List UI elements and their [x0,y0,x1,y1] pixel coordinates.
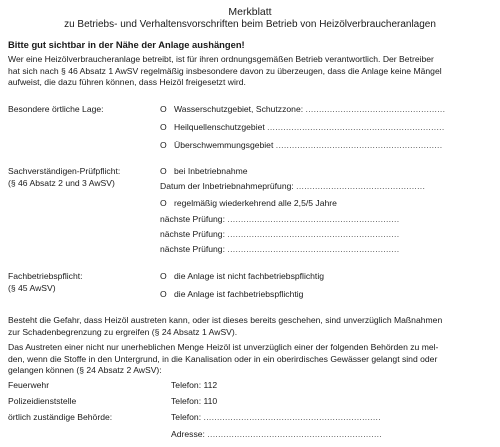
expert-label-reference: (§ 46 Absatz 2 und 3 AwSV) [8,177,115,188]
field-label: nächste Prüfung: [160,244,225,254]
option-commissioning [160,166,248,178]
option-label: Wasserschutzgebiet, Schutzzone: [174,104,304,114]
document-subtitle: zu Betriebs- und Verhaltensvorschriften beim Betrieb von Heizölverbraucheranlagen [64,19,436,30]
radio-circle[interactable]: O [160,198,167,208]
fill-in-line[interactable]: .............................................................. [275,140,443,150]
option-recurring [160,198,337,210]
danger-line: Besteht die Gefahr, dass Heizöl austreten kann, oder ist dieses bereits geschehen, sind unverzüglich Maßnahmen [8,315,443,325]
fill-in-line[interactable]: .................................................................. [203,412,381,422]
contact-fire-dept-phone: Telefon: 112 [171,380,218,390]
intro-line: hat sich nach § 46 Absatz 1 AwSV regelmäßig insbesondere davon zu überzeugen, dass die Anlage keine Mängel [8,65,442,76]
option-flood-area [160,140,442,152]
field-label: Telefon: [171,412,202,422]
report-line: den, wenn die Stoffe in den Untergrund, in die Kanalisation oder in ein oberirdisches Gewässer gelangt sind oder [8,353,438,364]
display-notice: Bitte gut sichtbar in der Nähe der Anlage aushängen! [8,39,245,50]
report-line: Das Austreten einer nicht nur unerheblichen Menge Heizöl ist unverzüglich einer der folgenden Behörden zu mel- [8,342,439,352]
option-label: Heilquellenschutzgebiet [174,122,265,132]
fill-in-line[interactable]: ................................................ [296,181,426,191]
document-title: Merkblatt [228,6,272,18]
contact-police-phone: Telefon: 110 [171,396,218,406]
danger-line: zur Schadenbegrenzung zu ergreifen (§ 24 Absatz 1 AwSV). [8,326,238,337]
next-check-field [160,214,399,226]
contact-fire-dept: Feuerwehr [8,380,50,390]
specialist-label-reference: (§ 45 AwSV) [8,282,56,293]
option-not-required [160,271,324,283]
option-label: die Anlage ist nicht fachbetriebspflichtig [174,271,325,281]
field-label: nächste Prüfung: [160,229,225,239]
fill-in-line[interactable]: ................................................................. [207,429,383,439]
radio-circle[interactable]: O [160,140,167,150]
field-label: nächste Prüfung: [160,214,225,224]
fill-in-line[interactable]: ................................................................ [227,244,400,254]
specialist-label: Fachbetriebspflicht: [8,271,83,281]
fill-in-line[interactable]: ................................................................ [227,229,400,239]
next-check-field [160,229,399,241]
radio-circle[interactable]: O [160,166,167,176]
contact-authority-phone [171,412,381,424]
radio-circle[interactable]: O [160,271,167,281]
contact-police: Polizeidienststelle [8,396,77,406]
intro-line: aufweist, die dazu führen können, dass Heizöl freigesetzt wird. [8,77,246,87]
intro-line: Wer eine Heizölverbraucheranlage betreibt, ist für ihren ordnungsgemäßen Betrieb verantwortlich. Der Betreiber [8,54,434,64]
fill-in-line[interactable]: .................................................... [305,104,446,114]
option-label: bei Inbetriebnahme [174,166,248,176]
field-label: Datum der Inbetriebnahmeprüfung: [160,181,294,191]
local-situation-label: Besondere örtliche Lage: [8,104,104,114]
radio-circle[interactable]: O [160,122,167,132]
contact-authority: örtlich zuständige Behörde: [8,412,113,422]
option-label: Überschwemmungsgebiet [174,140,274,150]
radio-circle[interactable]: O [160,289,167,299]
fill-in-line[interactable]: ................................................................ [227,214,400,224]
option-required [160,289,303,301]
option-label: regelmäßig wiederkehrend alle 2,5/5 Jahre [174,198,337,208]
option-label: die Anlage ist fachbetriebspflichtig [174,289,304,299]
fill-in-line[interactable]: .................................................................. [267,122,445,132]
report-line: gelangen können (§ 24 Absatz 2 AwSV): [8,365,162,375]
field-label: Adresse: [171,429,205,439]
expert-label: Sachverständigen-Prüfpflicht: [8,166,121,176]
commissioning-date-field [160,181,425,193]
radio-circle[interactable]: O [160,104,167,114]
option-water-protection [160,104,445,116]
contact-authority-address [171,429,382,441]
option-spa-protection [160,122,445,134]
next-check-field [160,244,399,256]
